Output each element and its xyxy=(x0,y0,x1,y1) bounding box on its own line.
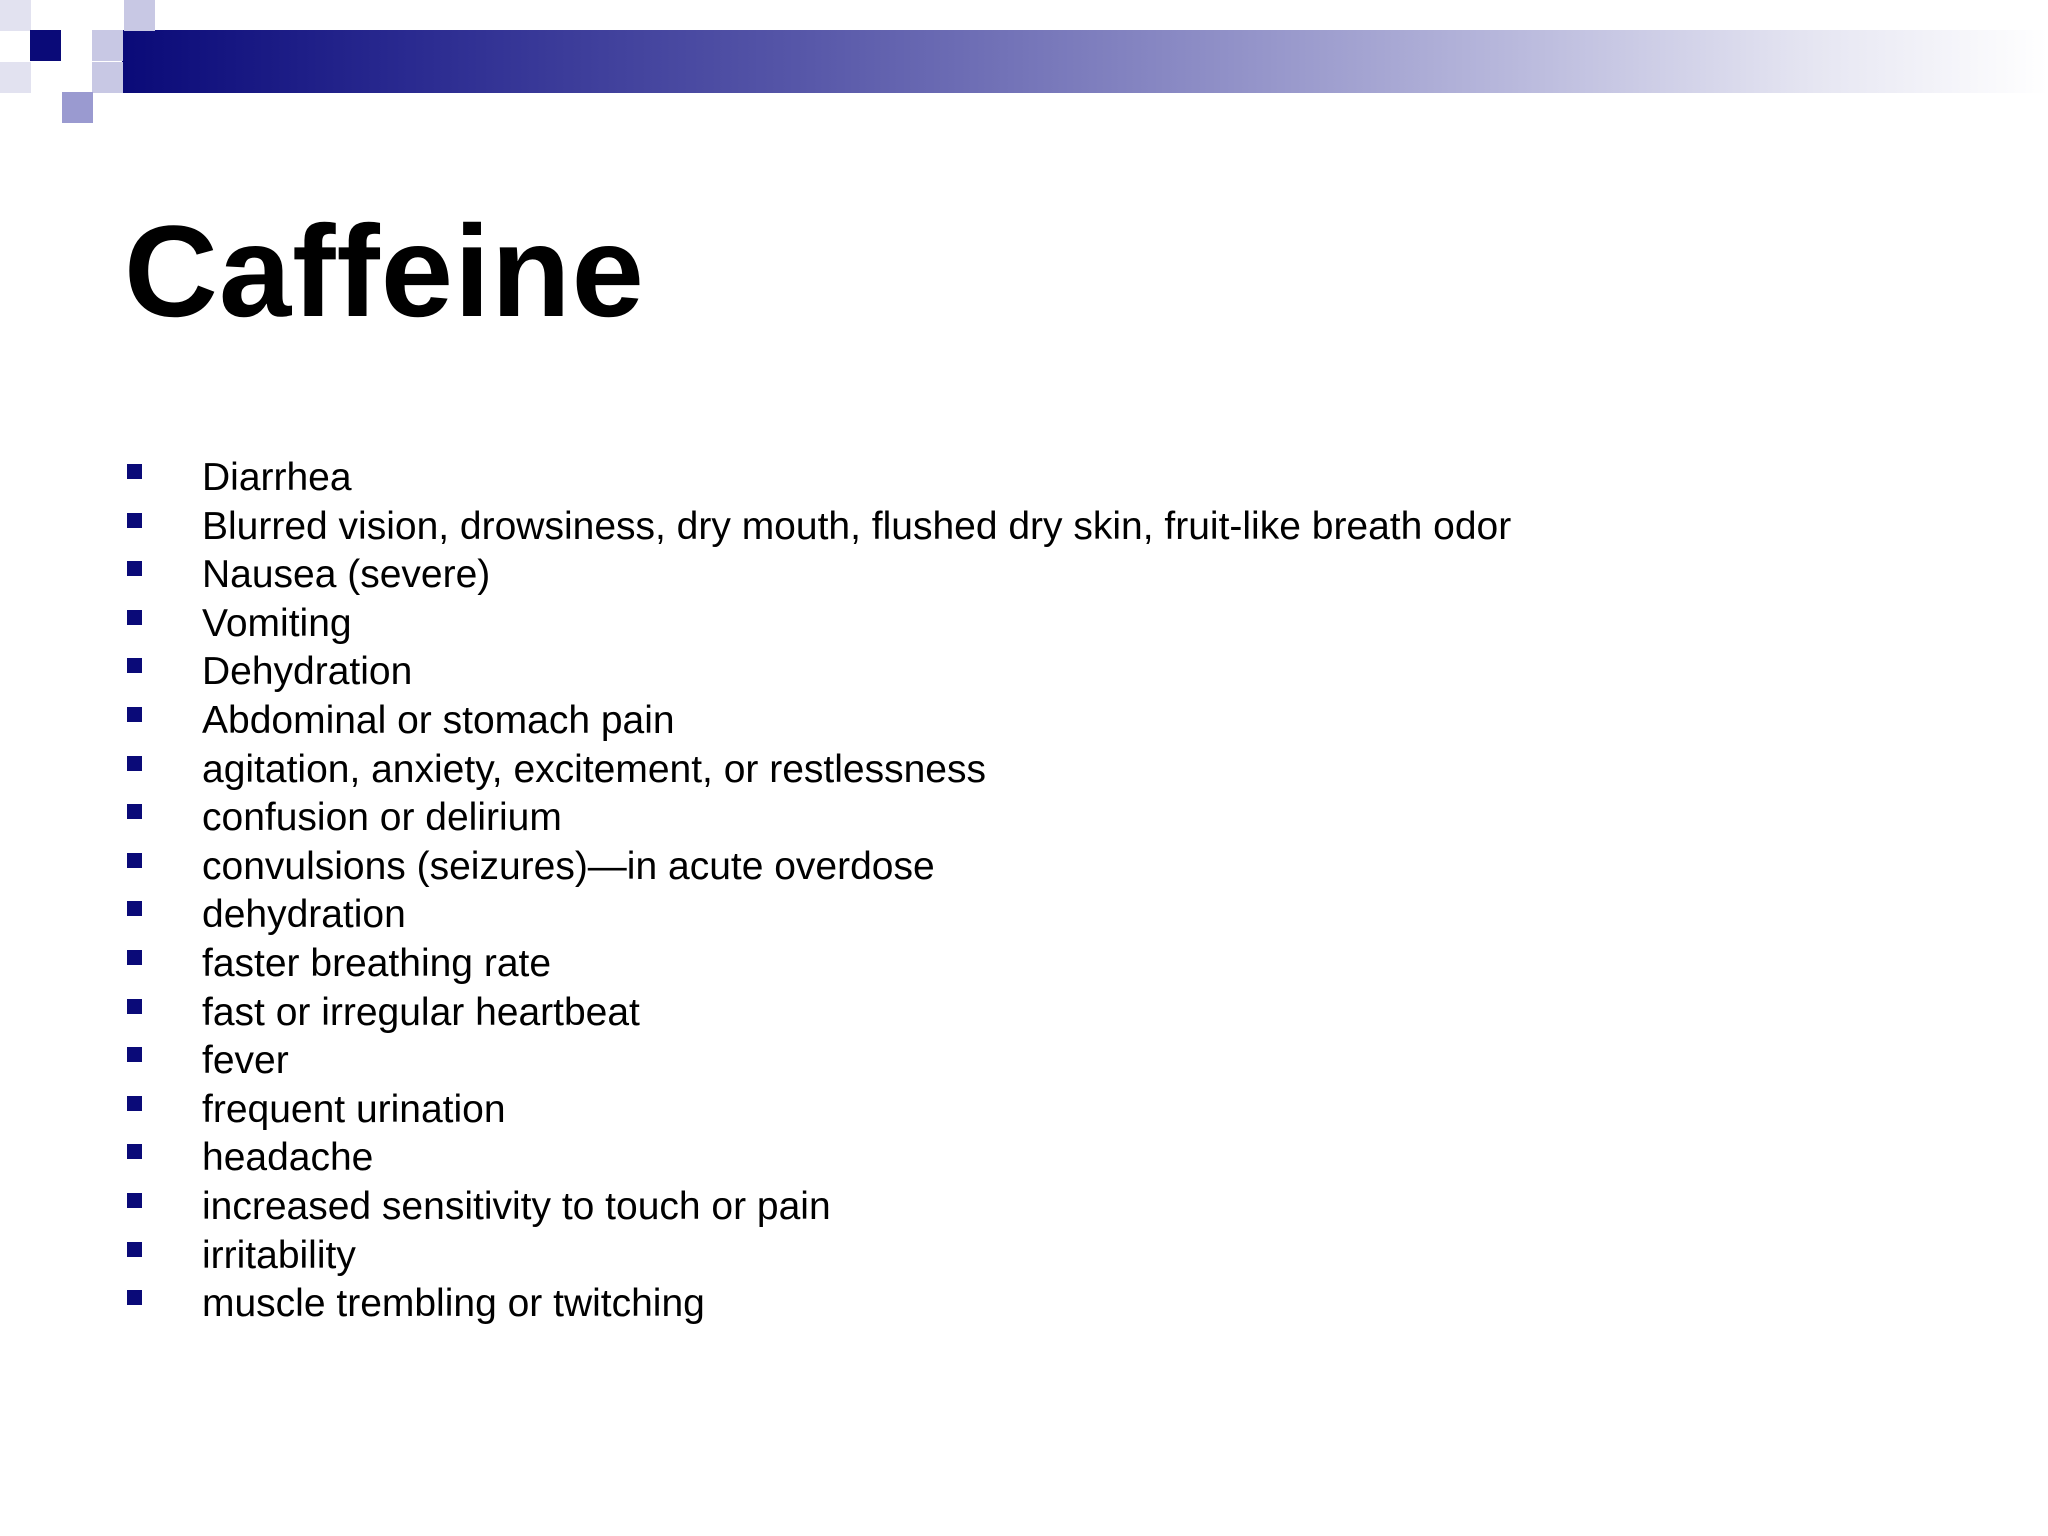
bullet-item xyxy=(124,1183,1511,1232)
bullet-item xyxy=(124,940,1511,989)
bullet-item xyxy=(124,1037,1511,1086)
bullet-text: frequent urination xyxy=(202,1087,506,1131)
bullet-item xyxy=(124,794,1511,843)
bullet-text: agitation, anxiety, excitement, or restlessness xyxy=(202,747,986,791)
square-bullet-icon xyxy=(127,658,142,673)
bullet-item xyxy=(124,551,1511,600)
bullet-text: headache xyxy=(202,1136,374,1180)
bullet-item xyxy=(124,1086,1511,1135)
decor-square xyxy=(0,62,31,93)
decor-square xyxy=(62,92,93,123)
bullet-item xyxy=(124,746,1511,795)
bullet-item xyxy=(124,648,1511,697)
square-bullet-icon xyxy=(127,756,142,771)
square-bullet-icon xyxy=(127,1242,142,1257)
slide-title: Caffeine xyxy=(124,198,645,344)
bullet-text: fever xyxy=(202,1039,289,1083)
bullet-item xyxy=(124,843,1511,892)
square-bullet-icon xyxy=(127,1144,142,1159)
bullet-text: Dehydration xyxy=(202,650,413,694)
bullet-text: confusion or delirium xyxy=(202,796,562,840)
bullet-item xyxy=(124,1134,1511,1183)
square-bullet-icon xyxy=(127,513,142,528)
bullet-item xyxy=(124,891,1511,940)
bullet-item xyxy=(124,503,1511,552)
bullet-text: Blurred vision, drowsiness, dry mouth, flushed dry skin, fruit-like breath odor xyxy=(202,504,1512,548)
bullet-list xyxy=(124,454,1511,1329)
square-bullet-icon xyxy=(127,1290,142,1305)
square-bullet-icon xyxy=(127,901,142,916)
bullet-text: Diarrhea xyxy=(202,456,352,499)
square-bullet-icon xyxy=(127,610,142,625)
bullet-text: Nausea (severe) xyxy=(202,553,491,597)
bullet-item xyxy=(124,600,1511,649)
square-bullet-icon xyxy=(127,464,142,479)
bullet-item xyxy=(124,454,1511,503)
square-bullet-icon xyxy=(127,1193,142,1208)
bullet-text: convulsions (seizures)—in acute overdose xyxy=(202,844,935,888)
square-bullet-icon xyxy=(127,999,142,1014)
square-bullet-icon xyxy=(127,707,142,722)
decor-square xyxy=(92,62,123,93)
square-bullet-icon xyxy=(127,950,142,965)
bullet-text: muscle trembling or twitching xyxy=(202,1282,705,1326)
decor-square xyxy=(30,30,61,61)
bullet-item xyxy=(124,1232,1511,1281)
square-bullet-icon xyxy=(127,853,142,868)
decor-square xyxy=(124,0,155,31)
bullet-text: Abdominal or stomach pain xyxy=(202,698,675,742)
square-bullet-icon xyxy=(127,1096,142,1111)
decor-square xyxy=(92,30,123,61)
bullet-text: dehydration xyxy=(202,893,406,937)
decor-square xyxy=(0,0,31,31)
bullet-text: fast or irregular heartbeat xyxy=(202,990,640,1034)
bullet-text: increased sensitivity to touch or pain xyxy=(202,1184,831,1228)
square-bullet-icon xyxy=(127,561,142,576)
square-bullet-icon xyxy=(127,804,142,819)
header-gradient-bar xyxy=(122,30,2048,93)
bullet-text: irritability xyxy=(202,1233,356,1277)
square-bullet-icon xyxy=(127,1047,142,1062)
bullet-text: Vomiting xyxy=(202,601,352,645)
bullet-text: faster breathing rate xyxy=(202,941,552,985)
bullet-item xyxy=(124,989,1511,1038)
bullet-item xyxy=(124,1280,1511,1329)
bullet-item xyxy=(124,697,1511,746)
